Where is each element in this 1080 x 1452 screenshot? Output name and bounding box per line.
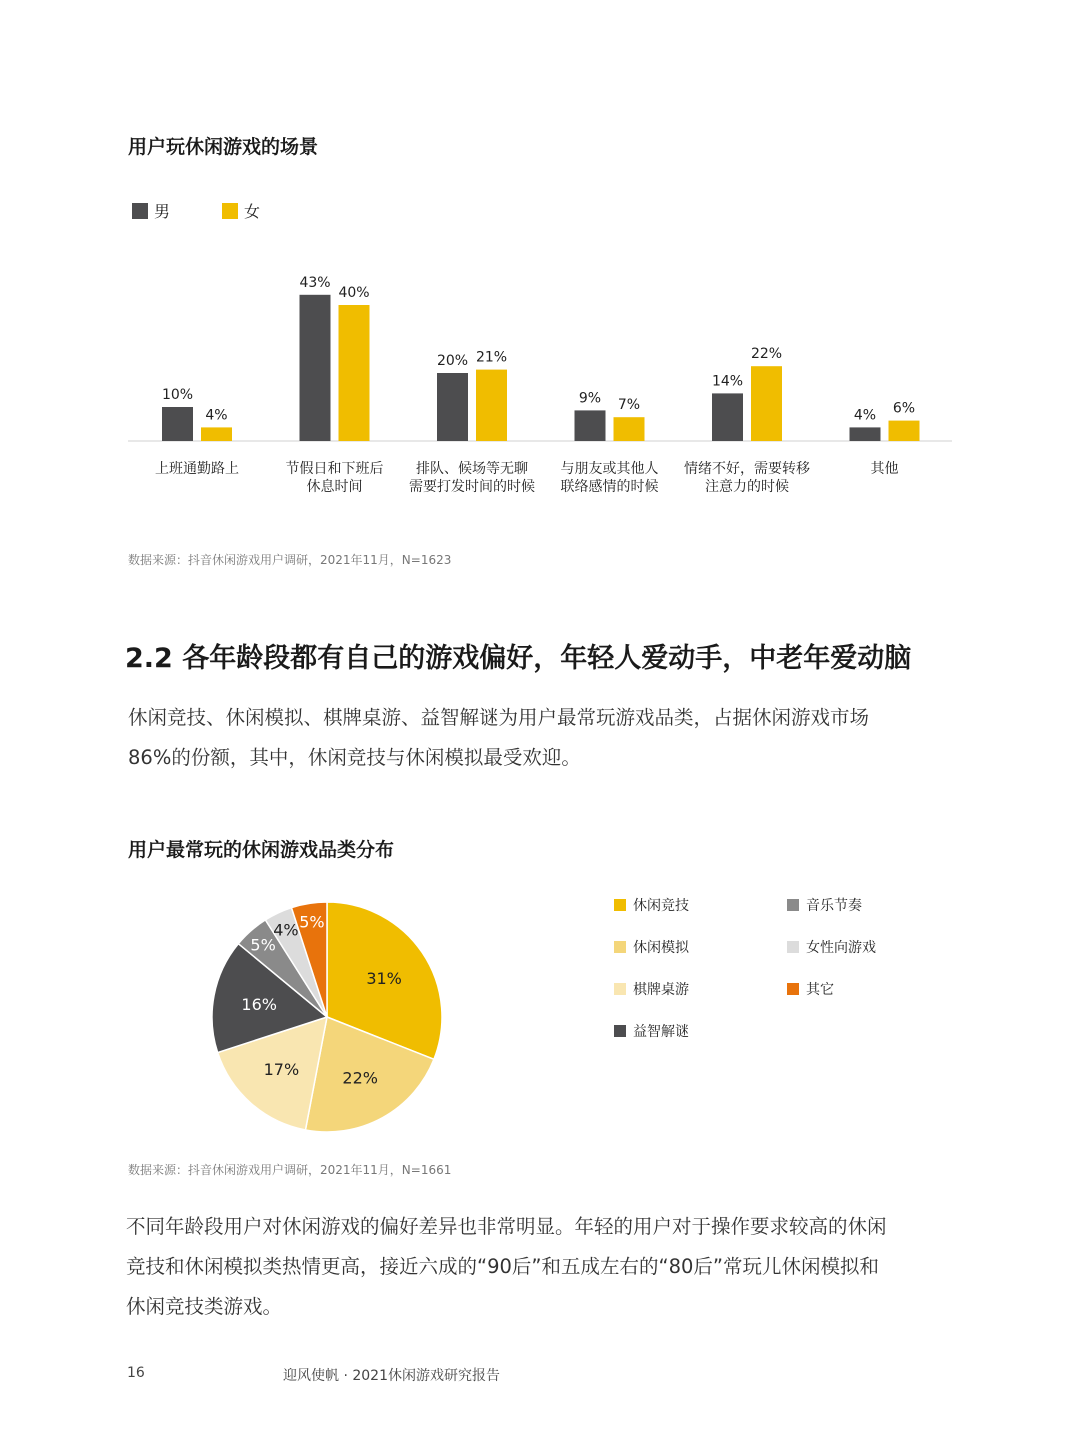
bar-category-label: 节假日和下班后 休息时间 [285,461,384,495]
pie-legend-label: 益智解谜 [633,1024,689,1040]
bar-category-label: 上班通勤路上 [155,461,239,477]
bar-value-label: 9% [578,390,602,407]
bar-chart-title: 用户玩休闲游戏的场景 [128,136,319,158]
bar-male [712,393,743,441]
bar-value-label: 10% [161,387,194,403]
pie-legend-item [614,895,689,915]
pie-legend-swatch [787,941,799,953]
pie-legend-swatch [787,983,799,995]
pie-value-label: 22% [342,1068,378,1088]
pie-legend-label: 棋牌桌游 [633,982,689,998]
bar-value-label: 40% [338,285,370,301]
bar-female [751,366,782,441]
age-preference-paragraph [126,1207,887,1327]
pie-legend-item [614,937,689,957]
pie-legend-swatch [787,899,799,911]
bar-value-label: 6% [892,400,916,417]
pie-value-label: 5% [250,935,276,955]
legend-label-male: 男 [154,202,171,221]
bar-female [201,427,232,441]
page-number: 16 [127,1365,145,1381]
pie-legend-label: 音乐节奏 [806,898,862,914]
bar-value-label: 43% [299,274,331,291]
intro-line-1: 休闲竞技、休闲模拟、棋牌桌游、益智解谜为用户最常玩游戏品类，占据休闲游戏市场 [128,706,870,729]
bar-value-label: 4% [205,407,228,424]
bar-chart [0,0,1080,460]
pie-legend-item [787,979,834,999]
bar-chart-source: 数据来源：抖音休闲游戏用户调研，2021年11月，N=1623 [128,553,452,567]
pie-chart [0,880,600,1150]
bar-value-label: 22% [750,346,783,363]
bar-category-label: 与朋友或其他人 联络感情的时候 [560,461,659,495]
bar-female [476,370,507,441]
age-line-1: 不同年龄段用户对休闲游戏的偏好差异也非常明显。年轻的用户对于操作要求较高的休闲 [126,1215,887,1238]
bar-category-label: 其他 [870,461,899,477]
bar-male [300,295,331,441]
section-heading: 2.2 各年龄段都有自己的游戏偏好，年轻人爱动手，中老年爱动脑 [125,643,912,674]
pie-chart-source: 数据来源：抖音休闲游戏用户调研，2021年11月，N=1661 [128,1163,452,1177]
pie-legend-label: 休闲模拟 [633,940,689,956]
pie-value-label: 16% [241,995,277,1015]
pie-legend-swatch [614,941,626,953]
pie-legend-swatch [614,983,626,995]
bar-value-label: 21% [475,349,508,366]
pie-value-label: 4% [273,920,299,940]
bar-male [850,427,881,441]
bar-female [889,421,920,441]
pie-value-label: 5% [299,912,325,932]
report-title: 迎风使帆 · 2021休闲游戏研究报告 [283,1368,500,1384]
intro-line-2: 86%的份额，其中，休闲竞技与休闲模拟最受欢迎。 [128,746,581,769]
pie-legend-swatch [614,899,626,911]
bar-category-label: 排队、候场等无聊 需要打发时间的时候 [409,461,535,495]
pie-legend-item [787,895,862,915]
pie-legend-swatch [614,1025,626,1037]
intro-paragraph [128,698,869,778]
age-line-2: 竞技和休闲模拟类热情更高，接近六成的“90后”和五成左右的“80后”常玩儿休闲模拟和 [126,1255,880,1278]
bar-value-label: 4% [853,407,877,424]
bar-value-label: 14% [711,373,744,390]
pie-legend-item [787,937,876,957]
pie-legend-label: 其它 [806,982,834,998]
pie-legend-label: 女性向游戏 [806,940,876,956]
pie-value-label: 31% [366,969,402,989]
pie-legend-item [614,979,689,999]
pie-legend-item [614,1021,689,1041]
bar-category-label: 情绪不好，需要转移 注意力的时候 [684,461,810,495]
legend-label-female: 女 [244,202,261,221]
bar-male [162,407,193,441]
pie-chart-title: 用户最常玩的休闲游戏品类分布 [128,839,395,861]
bar-male [575,410,606,441]
pie-legend-label: 休闲竞技 [633,898,689,914]
bar-male [437,373,468,441]
bar-value-label: 7% [617,397,641,414]
pie-value-label: 17% [263,1059,300,1079]
bar-value-label: 20% [436,353,469,369]
bar-female [614,417,645,441]
bar-female [339,305,370,441]
age-line-3: 休闲竞技类游戏。 [126,1295,283,1318]
